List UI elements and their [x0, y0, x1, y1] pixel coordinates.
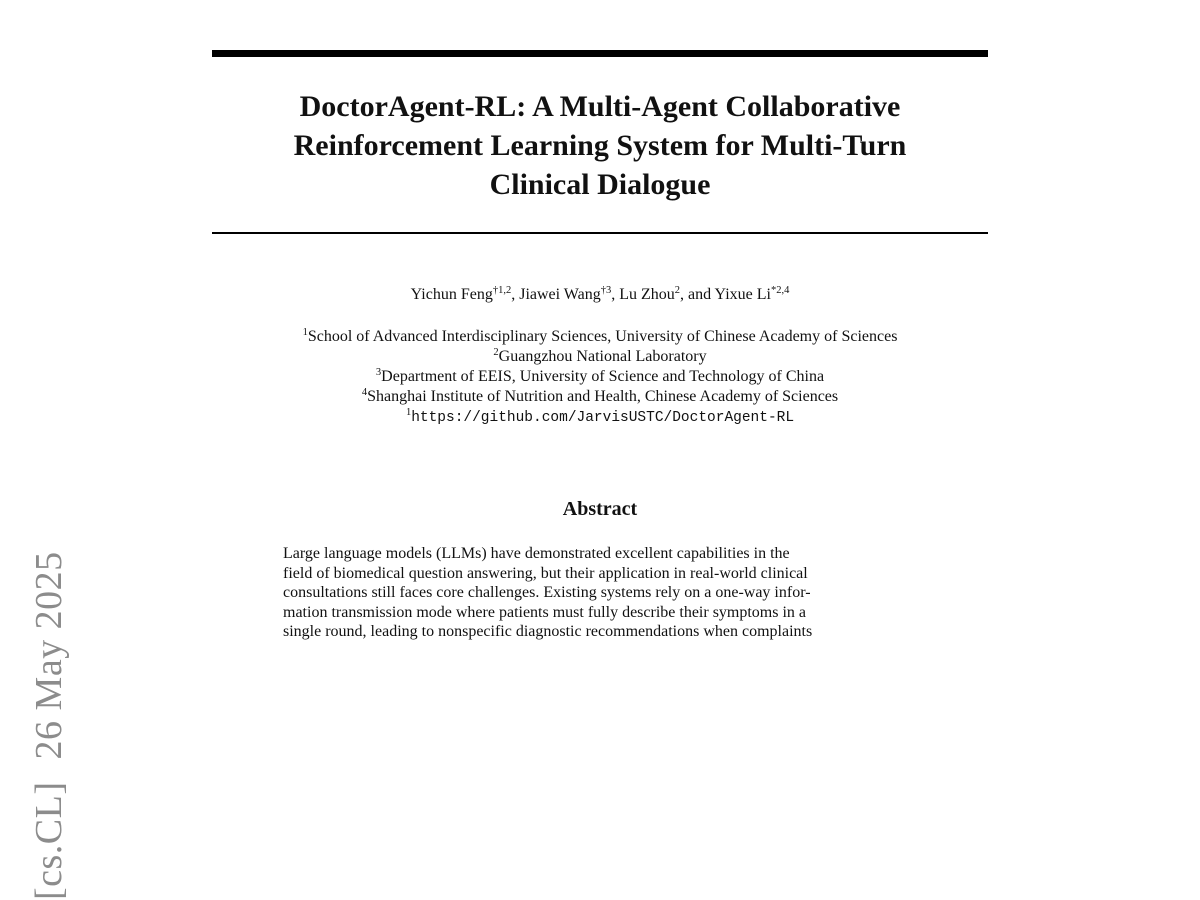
abstract-line: field of biomedical question answering, but their application in real-world clinical	[283, 564, 808, 582]
title-line: Clinical Dialogue	[489, 168, 711, 201]
affiliation-list	[212, 327, 988, 428]
arxiv-date: 26 May 2025	[28, 551, 70, 760]
affiliation-marker: 2	[493, 347, 499, 358]
code-repository-link[interactable]: https://github.com/JarvisUSTC/DoctorAgent-RL	[411, 410, 795, 426]
paper-title	[212, 87, 988, 204]
author-separator: ,	[611, 286, 620, 303]
affiliation-line	[212, 387, 988, 407]
affiliation-line	[212, 347, 988, 367]
title-bottom-rule	[212, 232, 988, 234]
author-name: Jiawei Wang	[519, 286, 601, 303]
affiliation-text: Shanghai Institute of Nutrition and Health, Chinese Academy of Sciences	[367, 388, 839, 405]
author-separator: , and	[680, 286, 715, 303]
author-list	[212, 285, 988, 305]
affiliation-marker: 1	[302, 327, 308, 338]
affiliation-line	[212, 367, 988, 387]
arxiv-category: [cs.CL]	[28, 781, 70, 900]
title-line: DoctorAgent-RL: A Multi-Agent Collaborative	[299, 90, 901, 123]
author-name: Yichun Feng	[410, 286, 493, 303]
abstract-line: mation transmission mode where patients must fully describe their symptoms in a	[283, 603, 807, 621]
arxiv-stamp	[27, 300, 73, 900]
author-affiliation-marker: †1,2	[492, 285, 512, 296]
title-top-rule	[212, 50, 988, 57]
affiliation-line	[212, 327, 988, 347]
title-line: Reinforcement Learning System for Multi-Turn	[293, 129, 907, 162]
abstract-line: consultations still faces core challenges. Existing systems rely on a one-way infor-	[283, 584, 811, 601]
affiliation-text: School of Advanced Interdisciplinary Sciences, University of Chinese Academy of Sciences	[307, 328, 898, 345]
author-separator: ,	[511, 286, 520, 303]
author-name: Lu Zhou	[619, 286, 675, 303]
affiliation-marker: 4	[361, 387, 368, 398]
author-name: Yixue Li	[714, 286, 771, 303]
author-affiliation-marker: *2,4	[770, 285, 790, 296]
footnote-marker: 1	[405, 407, 412, 418]
abstract-body	[283, 544, 923, 642]
abstract-line: Large language models (LLMs) have demonstrated excellent capabilities in the	[283, 545, 790, 562]
arxiv-stamp-text	[27, 529, 71, 900]
affiliation-text: Guangzhou National Laboratory	[498, 348, 707, 365]
abstract-heading: Abstract	[562, 498, 638, 520]
affiliation-marker: 3	[375, 367, 382, 378]
abstract-line: single round, leading to nonspecific diagnostic recommendations when complaints	[283, 623, 813, 640]
affiliation-text: Department of EEIS, University of Science and Technology of China	[381, 368, 825, 385]
author-affiliation-marker: †3	[600, 285, 612, 296]
code-link-line	[212, 407, 988, 428]
author-affiliation-marker: 2	[674, 285, 681, 296]
